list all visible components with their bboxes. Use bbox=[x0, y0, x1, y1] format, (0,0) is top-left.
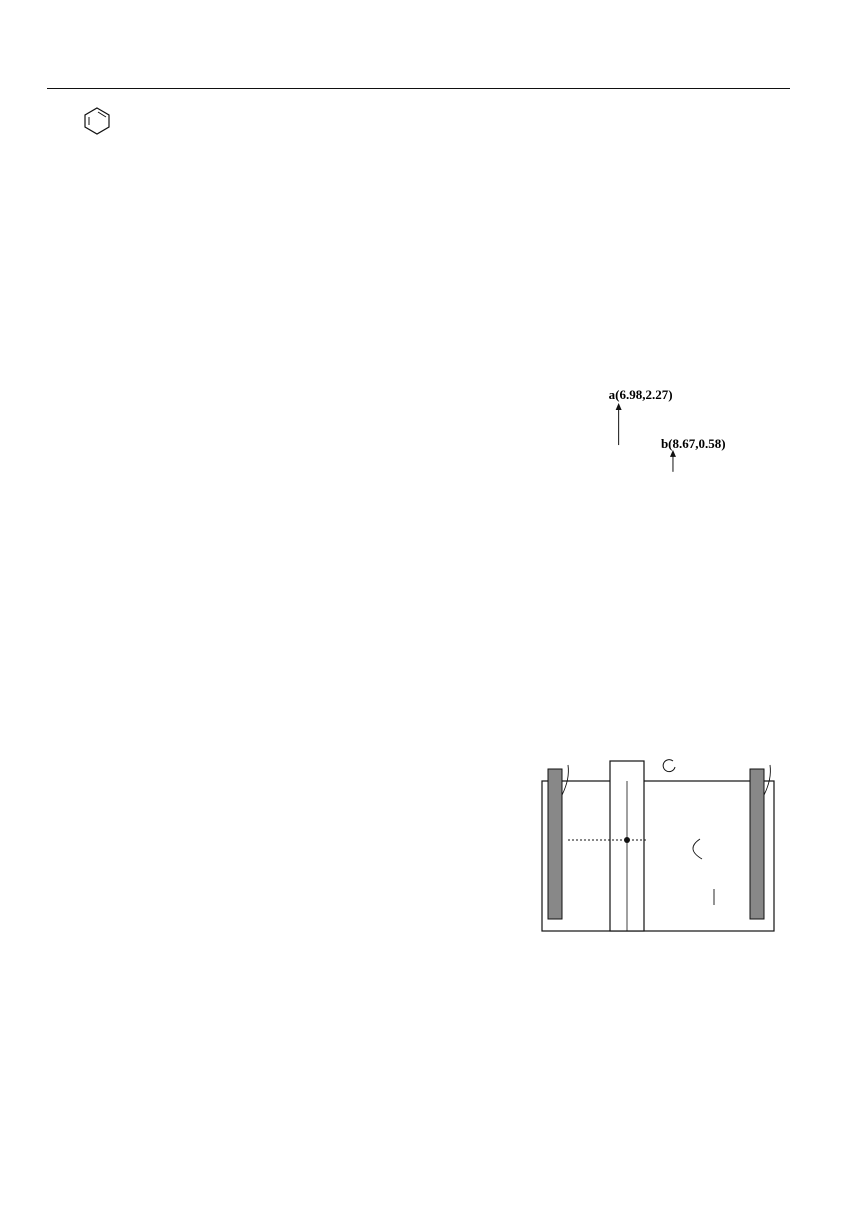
annotation-a-label: a(6.98,2.27) bbox=[608, 387, 673, 403]
electrode-b bbox=[750, 769, 764, 919]
header-rule bbox=[47, 88, 790, 89]
pyridine-ring-icon bbox=[80, 106, 114, 136]
cell-tank bbox=[542, 781, 774, 931]
electrode-a bbox=[548, 769, 562, 919]
electrolysis-cell-diagram bbox=[540, 755, 780, 935]
o2-arrow bbox=[764, 765, 770, 795]
annotation-a-arrowhead bbox=[616, 403, 622, 410]
cycle-arrow bbox=[693, 839, 702, 859]
stir-icon bbox=[663, 760, 675, 772]
membrane-center-dot bbox=[624, 837, 630, 843]
h2-arrow bbox=[562, 765, 568, 795]
annotation-b-arrowhead bbox=[670, 450, 676, 457]
annotation-b-label: b(8.67,0.58) bbox=[660, 435, 726, 451]
px-ph-chart bbox=[525, 285, 795, 515]
q12-intro bbox=[80, 106, 114, 136]
